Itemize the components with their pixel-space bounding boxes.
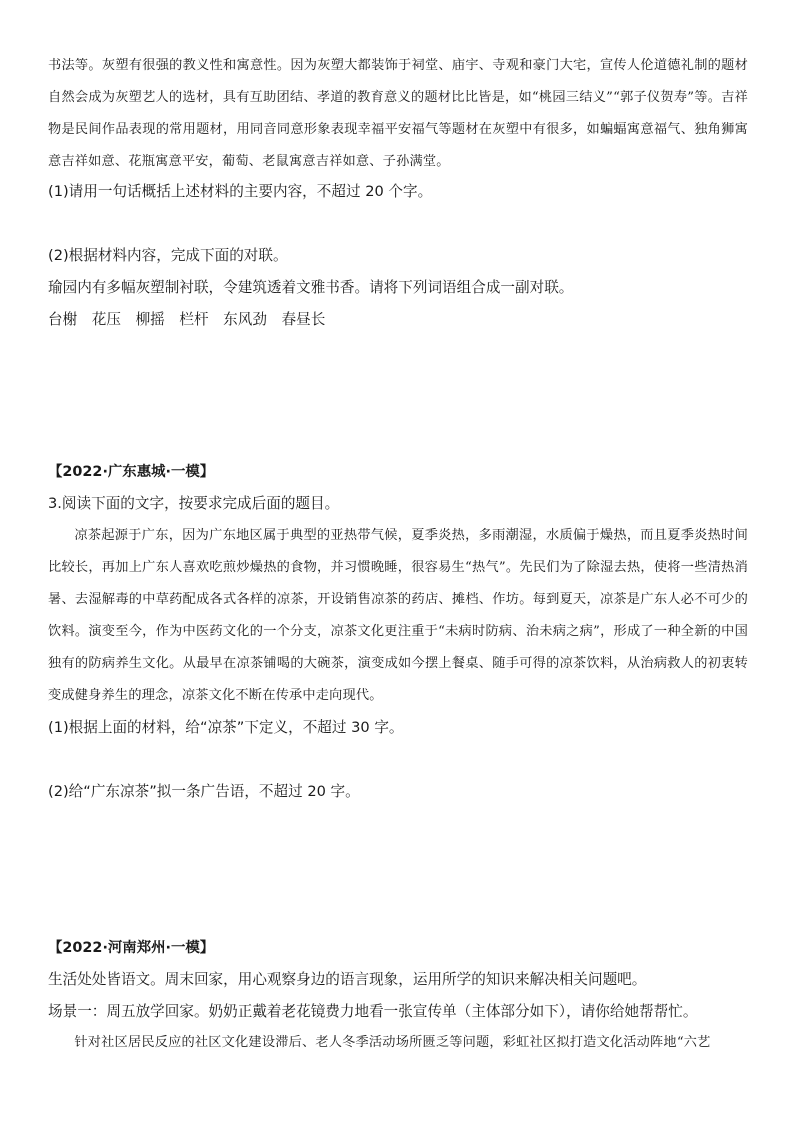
question-3-1: (1)根据上面的材料，给“凉茶”下定义，不超过 30 字。	[48, 719, 404, 736]
section-header-zhengzhou: 【2022·河南郑州·一模】	[48, 940, 215, 956]
question-1-1: (1)请用一句话概括上述材料的主要内容，不超过 20 个字。	[48, 183, 433, 200]
scene-1: 场景一：周五放学回家。奶奶正戴着老花镜费力地看一张宣传单（主体部分如下），请你给她帮帮忙。	[48, 1003, 698, 1020]
section-header-huicheng: 【2022·广东惠城·一模】	[48, 464, 215, 480]
question-3-intro: 3.阅读下面的文字，按要求完成后面的题目。	[48, 495, 340, 512]
passage-huisu: 书法等。灰塑有很强的教义性和寓意性。因为灰塑大都装饰于祠堂、庙宇、寺观和豪门大宅，宣传人伦道德礼制的题材自然会成为灰塑艺人的选材，具有互助团结、孝道的教育意义的题材比比皆是，如“桃园三结义”“郭子仪贺寿”等。吉祥物是民间作品表现的常用题材，用同音同意形象表现幸福平安福气等题材在灰塑中有很多，如蝙蝠寓意福气、独角狮寓意吉祥如意、花瓶寓意平安，葡萄、老鼠寓意吉祥如意、子孙满堂。	[48, 58, 748, 169]
couplet-options: 台榭 花压 柳摇 栏杆 东风劲 春昼长	[48, 311, 326, 328]
section-3-intro: 生活处处皆语文。周末回家，用心观察身边的语言现象，运用所学的知识来解决相关问题吧。	[48, 971, 647, 988]
question-1-2-desc: 瑜园内有多幅灰塑制衬联，令建筑透着文雅书香。请将下列词语组合成一副对联。	[48, 279, 574, 296]
question-3-2: (2)给“广东凉茶”拟一条广告语，不超过 20 字。	[48, 783, 360, 800]
passage-flyer: 针对社区居民反应的社区文化建设滞后、老人冬季活动场所匮乏等问题，彩虹社区拟打造文化活动阵地“六艺	[74, 1035, 711, 1050]
passage-liangcha: 凉茶起源于广东，因为广东地区属于典型的亚热带气候，夏季炎热，多雨潮湿，水质偏于燥热，而且夏季炎热时间比较长，再加上广东人喜欢吃煎炒燥热的食物，并习惯晚睡，很容易生“热气”。先民们为了除湿去热，使将一些清热消暑、去湿解毒的中草药配成各式各样的凉茶，开设销售凉茶的药店、摊档、作坊。每到夏天，凉茶是广东人必不可少的饮料。演变至今，作为中医药文化的一个分支，凉茶文化更注重于“未病时防病、治未病之病”，形成了一种全新的中国独有的防病养生文化。从最早在凉茶铺喝的大碗茶，演变成如今摆上餐桌、随手可得的凉茶饮料，从治病救人的初衷转变成健身养生的理念，凉茶文化不断在传承中走向现代。	[48, 528, 748, 703]
question-1-2: (2)根据材料内容，完成下面的对联。	[48, 247, 288, 264]
